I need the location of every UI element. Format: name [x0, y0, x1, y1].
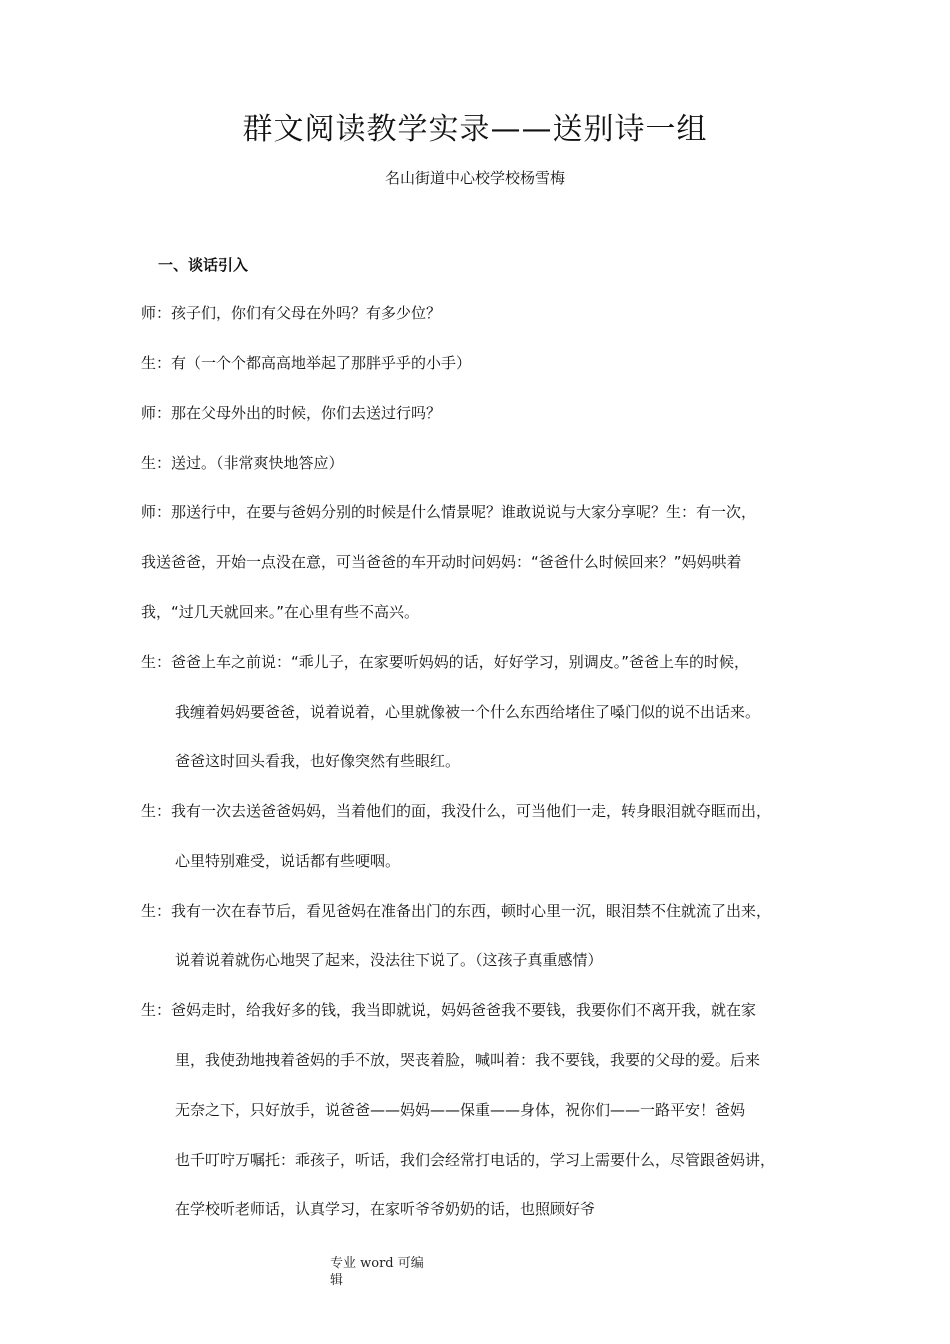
section-heading: 一、谈话引入: [158, 256, 249, 274]
paragraph-line: 师：孩子们，你们有父母在外吗？有多少位？: [141, 304, 442, 322]
paragraph-line: 生：有（一个个都高高地举起了那胖乎乎的小手）: [141, 354, 472, 372]
footer-line-1: 专业 word 可编: [330, 1256, 424, 1271]
paragraph-line: 师：那在父母外出的时候，你们去送过行吗？: [141, 404, 442, 422]
paragraph-line: 我，“过几天就回来。”在心里有些不高兴。: [141, 603, 420, 621]
paragraph-line: 心里特别难受，说话都有些哽咽。: [175, 852, 401, 870]
paragraph-line: 生：爸爸上车之前说：“乖儿子，在家要听妈妈的话，好好学习，别调皮。”爸爸上车的时候，: [141, 653, 750, 671]
paragraph-line: 生：我有一次在春节后，看见爸妈在准备出门的东西，顿时心里一沉，眼泪禁不住就流了出来，: [141, 902, 772, 920]
paragraph-line: 我缠着妈妈要爸爸，说着说着，心里就像被一个什么东西给堵住了嗓门似的说不出话来。: [175, 703, 761, 721]
document-title: 群文阅读教学实录——送别诗一组: [242, 112, 708, 147]
paragraph-line: 我送爸爸，开始一点没在意，可当爸爸的车开动时问妈妈：“爸爸什么时候回来？”妈妈哄着: [141, 553, 742, 571]
paragraph-line: 爸爸这时回头看我，也好像突然有些眼红。: [175, 752, 461, 770]
paragraph-line: 生：送过。（非常爽快地答应）: [141, 454, 344, 472]
paragraph-line: 生：爸妈走时，给我好多的钱，我当即就说，妈妈爸爸我不要钱，我要你们不离开我，就在家: [141, 1001, 757, 1019]
paragraph-line: 说着说着就伤心地哭了起来，没法往下说了。（这孩子真重感情）: [175, 951, 603, 969]
paragraph-line: 里，我使劲地拽着爸妈的手不放，哭丧着脸，喊叫着：我不要钱，我要的父母的爱。后来: [175, 1051, 761, 1069]
paragraph-line: 在学校听老师话，认真学习，在家听爷爷奶奶的话，也照顾好爷: [175, 1200, 596, 1218]
paragraph-line: 无奈之下，只好放手，说爸爸——妈妈——保重——身体，祝你们——一路平安！爸妈: [175, 1101, 746, 1119]
paragraph-line: 也千叮咛万嘱托：乖孩子，听话，我们会经常打电话的，学习上需要什么，尽管跟爸妈讲，: [175, 1151, 776, 1169]
footer-line-2: 辑: [330, 1273, 344, 1288]
document-author: 名山街道中心校学校杨雪梅: [384, 169, 565, 187]
paragraph-line: 师：那送行中，在要与爸妈分别的时候是什么情景呢？谁敢说说与大家分享呢？生：有一次，: [141, 503, 757, 521]
page-footer: [330, 1255, 424, 1289]
paragraph-line: 生：我有一次去送爸爸妈妈，当着他们的面，我没什么，可当他们一走，转身眼泪就夺眶而出，: [141, 802, 772, 820]
